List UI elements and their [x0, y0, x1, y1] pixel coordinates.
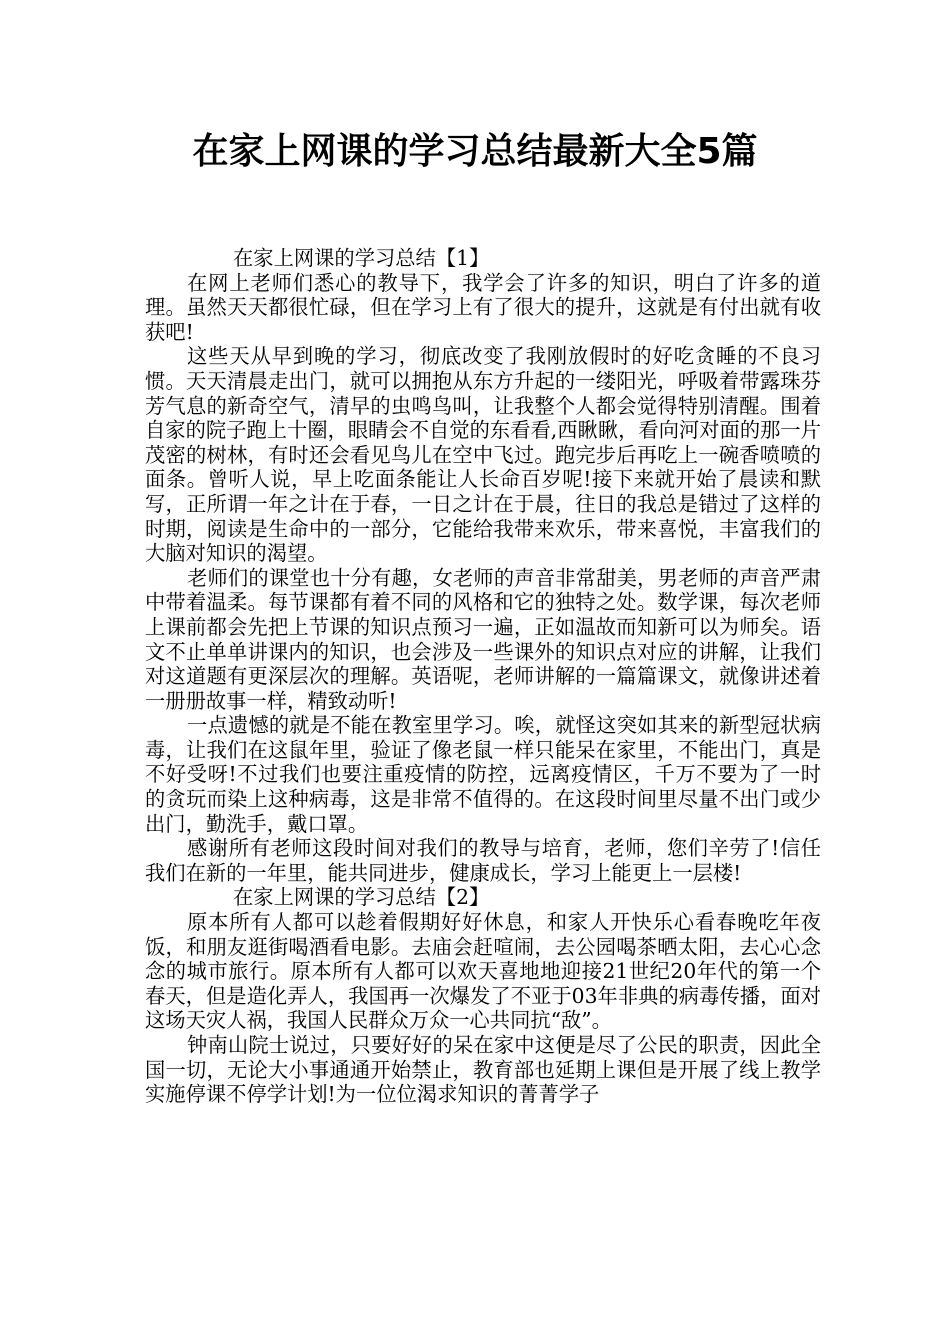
paragraph: 钟南山院士说过，只要好好的呆在家中这便是尽了公民的职责，因此全国一切，无论大小事通通开始禁止，教育部也延期上课但是开展了线上教学实施停课不停学计划!为一位位渴求知识的菁菁学子 — [145, 1033, 821, 1107]
paragraph: 原本所有人都可以趁着假期好好休息，和家人开快乐心看春晚吃年夜饭，和朋友逛街喝酒看电影。去庙会赶喧闹，去公园喝茶晒太阳，去心心念念的城市旅行。原本所有人都可以欢天喜地地迎接21世纪20年代的第一个春天，但是造化弄人，我国再一次爆发了不亚于03年非典的病毒传播，面对这场天灾人祸，我国人民群众万众一心共同抗“敌”。 — [145, 910, 821, 1033]
paragraph: 一点遗憾的就是不能在教室里学习。唉，就怪这突如其来的新型冠状病毒，让我们在这鼠年里，验证了像老鼠一样只能呆在家里，不能出门，真是不好受呀!不过我们也要注重疫情的防控，远离疫情区，千万不要为了一时的贪玩而染上这种病毒，这是非常不值得的。在这段时间里尽量不出门或少出门，勤洗手，戴口罩。 — [145, 713, 821, 836]
document-title: 在家上网课的学习总结最新大全5篇 — [192, 131, 758, 172]
document-body — [145, 246, 821, 1107]
paragraph: 在网上老师们悉心的教导下，我学会了许多的知识，明白了许多的道理。虽然天天都很忙碌，但在学习上有了很大的提升，这就是有付出就有收获吧! — [145, 270, 821, 344]
section-heading: 在家上网课的学习总结【1】 — [233, 246, 490, 270]
paragraph: 这些天从早到晚的学习，彻底改变了我刚放假时的好吃贪睡的不良习惯。天天清晨走出门，就可以拥抱从东方升起的一缕阳光，呼吸着带露珠芬芳气息的新奇空气，清早的虫鸣鸟叫，让我整个人都会觉得特别清醒。围着自家的院子跑上十圈，眼睛会不自觉的东看看,西瞅瞅，看向河对面的那一片茂密的树林，有时还会看见鸟儿在空中飞过。跑完步后再吃上一碗香喷喷的面条。曾听人说，早上吃面条能让人长命百岁呢!接下来就开始了晨读和默写，正所谓一年之计在于春，一日之计在于晨，往日的我总是错过了这样的时期，阅读是生命中的一部分，它能给我带来欢乐，带来喜悦，丰富我们的大脑对知识的渴望。 — [145, 344, 821, 566]
section-1 — [145, 246, 821, 885]
paragraph: 老师们的课堂也十分有趣，女老师的声音非常甜美，男老师的声音严肃中带着温柔。每节课都有着不同的风格和它的独特之处。数学课，每次老师上课前都会先把上节课的知识点预习一遍，正如温故而知新可以为师矣。语文不止单单讲课内的知识，也会涉及一些课外的知识点对应的讲解，让我们对这道题有更深层次的理解。英语呢，老师讲解的一篇篇课文，就像讲述着一册册故事一样，精致动听! — [145, 565, 821, 713]
section-heading: 在家上网课的学习总结【2】 — [233, 885, 490, 910]
paragraph: 感谢所有老师这段时间对我们的教导与培育，老师，您们辛劳了!信任我们在新的一年里，能共同进步，健康成长，学习上能更上一层楼! — [145, 836, 821, 885]
section-2 — [145, 885, 821, 1106]
